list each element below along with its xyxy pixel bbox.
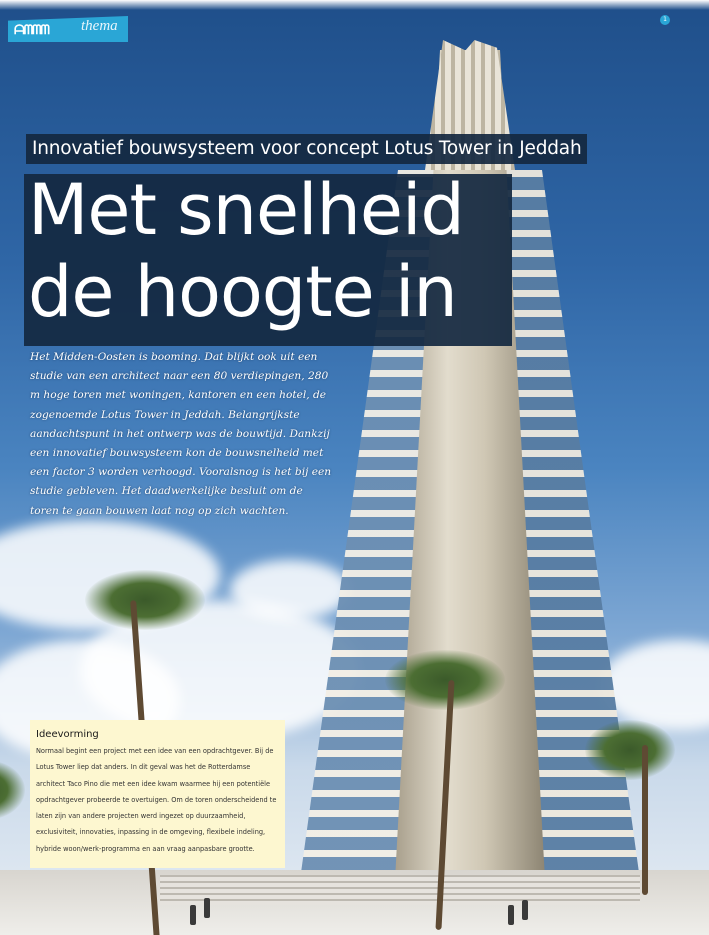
sidebar-heading: Ideevorming bbox=[36, 729, 99, 740]
magazine-logo: ᗩᗰᗰᗰ bbox=[14, 23, 49, 38]
article-subtitle: Innovatief bouwsysteem voor concept Lotus Tower in Jeddah bbox=[26, 134, 587, 164]
person-figure bbox=[508, 905, 514, 925]
page-marker: 1 bbox=[660, 15, 670, 25]
section-label: thema bbox=[81, 18, 118, 34]
headline-line-1: Met snelheid bbox=[28, 169, 464, 251]
sidebar-body: Normaal begint een project met een idee van een opdrachtgever. Bij de Lotus Tower liep dat anders. In dit geval was het de Rotterdamse architect Taco Pino die met een idee kwam waarmee hij een potentiële opdrachtgever probeerde te overtuigen. Om de toren onderscheidend te laten zijn van andere projecten werd ingezet op duurzaamheid, exclusiviteit, innovaties, inpassing in de omgeving, flexibele indeling, hybride woon/werk-programma en aan vraag aanpasbare grootte. bbox=[36, 747, 277, 853]
headline-block bbox=[24, 169, 512, 346]
sidebar-box bbox=[30, 720, 285, 868]
top-strip bbox=[0, 0, 709, 10]
headline-line-2: de hoogte in bbox=[28, 251, 457, 333]
person-figure bbox=[204, 898, 210, 918]
person-figure bbox=[522, 900, 528, 920]
person-figure bbox=[190, 905, 196, 925]
article-intro: Het Midden-Oosten is booming. Dat blijkt ook uit een studie van een architect naar een 80 verdiepingen, 280 m hoge toren met woningen, kantoren en een hotel, de zogenoemde Lotus Tower in Jeddah. Belangrijkste aandachtspunt in het ontwerp was de bouwtijd. Dankzij een innovatief bouwsysteem kon de bouwsnelheid met een factor 3 worden verhoogd. Vooralsnog is het bij een studie gebleven. Het daadwerkelijke besluit om de toren te gaan bouwen laat nog op zich wachten. bbox=[30, 351, 332, 517]
plaza-steps bbox=[160, 875, 640, 905]
